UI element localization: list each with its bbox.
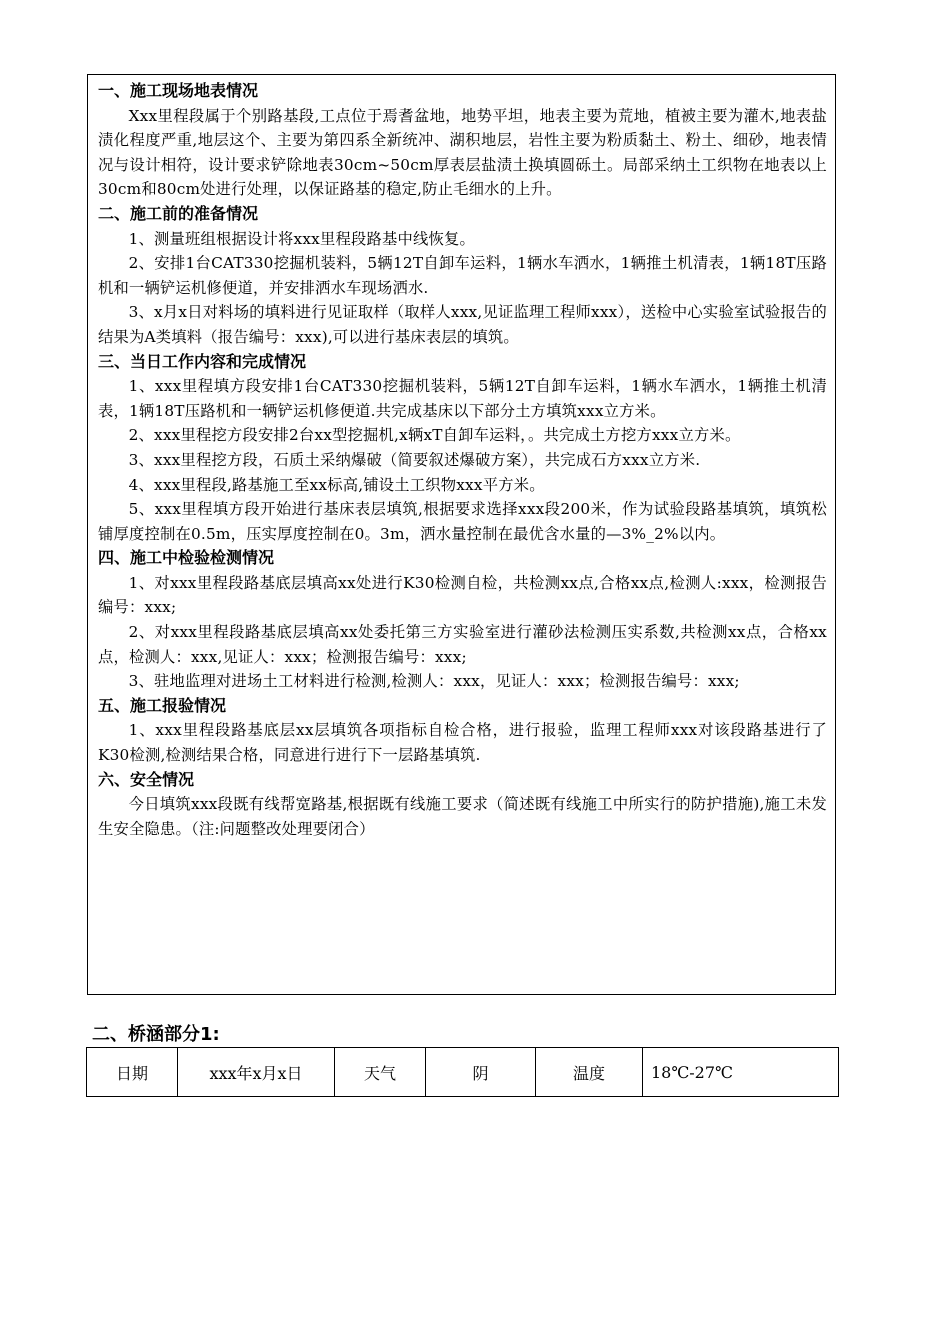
weather-label: 天气 xyxy=(335,1048,426,1097)
section-paragraph: 3、x月x日对料场的填料进行见证取样（取样人xxx,见证监理工程师xxx），送检中心实验室试验报告的结果为A类填料（报告编号：xxx),可以进行基床表层的填筑。 xyxy=(98,303,827,346)
section-safety xyxy=(98,768,827,842)
temperature-label: 温度 xyxy=(536,1048,643,1097)
section-paragraph: 1、xxx里程段路基底层xx层填筑各项指标自检合格，进行报验，监理工程师xxx对该段路基进行了K30检测,检测结果合格，同意进行进行下一层路基填筑. xyxy=(98,721,827,765)
weather-value: 阴 xyxy=(426,1048,536,1097)
section-heading: 一、施工现场地表情况 xyxy=(98,81,259,100)
section-daily-work xyxy=(98,350,827,547)
section-paragraph: 今日填筑xxx段既有线帮宽路基,根据既有线施工要求（简述既有线施工中所实行的防护措施),施工未发生安全隐患。（注:问题整改处理要闭合） xyxy=(98,795,827,838)
section-paragraph: 2、xxx里程挖方段安排2台xx型挖掘机,x辆xT自卸车运料，。共完成土方挖方xxx立方米。 xyxy=(128,426,741,445)
section-paragraph: 2、安排1台CAT330挖掘机装料，5辆12T自卸车运料，1辆水车洒水，1辆推土机清表，1辆18T压路机和一辆铲运机修便道，并安排洒水车现场洒水. xyxy=(98,254,827,297)
bridge-info-table xyxy=(86,1047,839,1097)
section-paragraph: 3、xxx里程挖方段，石质土采纳爆破（简要叙述爆破方案），共完成石方xxx立方米. xyxy=(128,450,701,469)
section-heading: 二、施工前的准备情况 xyxy=(98,203,259,223)
section-paragraph: 3、驻地监理对进场土工材料进行检测,检测人：xxx，见证人：xxx；检测报告编号：xxx; xyxy=(128,672,740,691)
construction-log-box xyxy=(87,74,836,995)
section-heading: 四、施工中检验检测情况 xyxy=(98,548,275,568)
section-paragraph: 2、对xxx里程段路基底层填高xx处委托第三方实验室进行灌砂法检测压实系数,共检测xx点，合格xx点，检测人：xxx,见证人：xxx；检测报告编号：xxx; xyxy=(98,623,827,666)
section-paragraph: Xxx里程段属于个别路基段,工点位于焉耆盆地，地势平坦，地表主要为荒地，植被主要为灌木,地表盐渍化程度严重,地层这个、主要为第四系全新统冲、湖积地层，岩性主要为粉质黏土、粉土、细砂，地表情况与设计相符，设计要求铲除地表30cm~50cm厚表层盐渍土换填圆砾土。局部采纳土工织物在地表以上30cm和80cm处进行处理，以保证路基的稳定,防止毛细水的上升。 xyxy=(98,106,827,199)
section-preparation xyxy=(98,202,827,350)
table-row xyxy=(87,1048,839,1097)
section-paragraph: 4、xxx里程段,路基施工至xx标高,铺设土工织物xxx平方米。 xyxy=(128,475,545,494)
date-value: xxx年x月x日 xyxy=(178,1048,335,1097)
section-paragraph: 1、测量班组根据设计将xxx里程段路基中线恢复。 xyxy=(128,229,475,248)
section-inspection xyxy=(98,546,827,694)
section-paragraph: 1、对xxx里程段路基底层填高xx处进行K30检测自检，共检测xx点,合格xx点,检测人:xxx，检测报告编号：xxx; xyxy=(98,573,827,617)
section-paragraph: 5、xxx里程填方段开始进行基床表层填筑,根据要求选择xxx段200米，作为试验段路基填筑，填筑松铺厚度控制在0.5m，压实厚度控制在0。3m，洒水量控制在最优含水量的—3%_2%以内。 xyxy=(98,500,827,543)
section-heading: 三、当日工作内容和完成情况 xyxy=(98,351,307,371)
date-label: 日期 xyxy=(87,1048,178,1097)
section-heading: 六、安全情况 xyxy=(98,769,195,789)
section-paragraph: 1、xxx里程填方段安排1台CAT330挖掘机装料，5辆12T自卸车运料，1辆水车洒水，1辆推土机清表，1辆18T压路机和一辆铲运机修便道.共完成基床以下部分土方填筑xxx立方米。 xyxy=(98,377,827,420)
section-surface xyxy=(98,79,827,202)
temperature-value: 18℃-27℃ xyxy=(643,1048,839,1097)
bridge-section-title: 二、桥涵部分1: xyxy=(92,1024,220,1045)
section-report xyxy=(98,694,827,768)
section-heading: 五、施工报验情况 xyxy=(98,695,227,715)
